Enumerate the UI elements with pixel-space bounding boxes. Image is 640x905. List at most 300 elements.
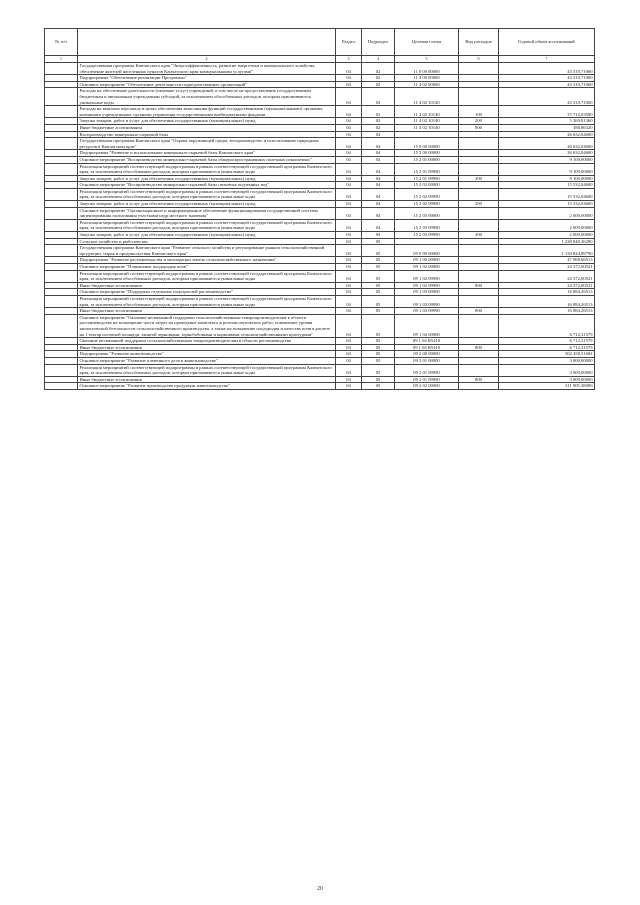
- row-target-article: 15 2 03 09990: [395, 232, 459, 239]
- row-expense-type: 800: [459, 344, 499, 351]
- row-name: Иные бюджетные ассигнования: [78, 376, 336, 383]
- row-annual-amount: 2 000,00000: [499, 232, 595, 239]
- row-razdel: 04: [336, 106, 362, 118]
- row-name: Расходы на обеспечение деятельности (оказание услуг) учреждений, в том числе на предоставление государственным бюджетным и автономным учреждениям субсидий, за исключением обособленных расходов, которым присваиваются уникальные коды: [78, 88, 336, 106]
- row-target-article: 09 0 00 00000: [395, 245, 459, 257]
- table-row: [45, 282, 595, 289]
- row-name: Закупка товаров, работ и услуг для обеспечения государственных (муниципальных) нужд: [78, 232, 336, 239]
- row-name: Основное мероприятие "Оказание несвязанной поддержки сельскохозяйственным товаропроизводителям в области растениеводства на возмещение части затрат на проведение комплекса агротехнологических работ, повышение уровня экологической безопасности сельскохозяйственного производства, а также на повышение плодородия и качества почв в расчете на 1 гектар посевной площади, занятой зерновыми, зернобобовыми и кормовыми сельскохозяйственными культурами": [78, 314, 336, 337]
- row-annual-amount: 37 712,03580: [499, 106, 595, 118]
- row-target-article: 11 4 02 10140: [395, 118, 459, 125]
- table-row: [45, 81, 595, 88]
- row-expense-type: [459, 357, 499, 364]
- row-name: Сельское хозяйство и рыболовство: [78, 238, 336, 245]
- row-podrazdel: 04: [362, 219, 395, 231]
- row-razdel: 04: [336, 295, 362, 307]
- row-name: Воспроизводство минерально-сырьевой базы: [78, 131, 336, 138]
- row-podrazdel: 04: [362, 175, 395, 182]
- row-razdel: 04: [336, 118, 362, 125]
- row-annual-amount: 24 372,00521: [499, 264, 595, 271]
- row-annual-amount: 6 712,31579: [499, 344, 595, 351]
- row-annual-amount: 502 458,51684: [499, 351, 595, 358]
- row-razdel: 04: [336, 270, 362, 282]
- row-target-article: 15 2 03 00000: [395, 207, 459, 219]
- row-number: [45, 383, 78, 390]
- column-number: 5: [395, 56, 459, 63]
- row-target-article: [395, 131, 459, 138]
- header-annual-amount: Годовой объем ассигнований: [499, 29, 595, 56]
- row-number: [45, 175, 78, 182]
- row-podrazdel: 02: [362, 75, 395, 82]
- row-razdel: 04: [336, 175, 362, 182]
- row-podrazdel: 02: [362, 118, 395, 125]
- row-annual-amount: 6 712,31579: [499, 338, 595, 345]
- row-number: [45, 201, 78, 208]
- table-row: [45, 364, 595, 376]
- row-expense-type: [459, 364, 499, 376]
- row-annual-amount: 311 905,38000: [499, 383, 595, 390]
- row-razdel: 04: [336, 364, 362, 376]
- row-target-article: 15 2 01 09990: [395, 163, 459, 175]
- table-row: [45, 88, 595, 106]
- row-target-article: 09 1 02 09990: [395, 270, 459, 282]
- row-razdel: 04: [336, 383, 362, 390]
- table-row: [45, 238, 595, 245]
- row-number: [45, 81, 78, 88]
- table-row: [45, 207, 595, 219]
- row-number: [45, 138, 78, 150]
- row-number: [45, 314, 78, 337]
- row-podrazdel: 04: [362, 131, 395, 138]
- row-target-article: 11 4 02 10140: [395, 124, 459, 131]
- row-podrazdel: 05: [362, 289, 395, 296]
- row-target-article: 11 4 02 10140: [395, 88, 459, 106]
- table-row: [45, 270, 595, 282]
- row-annual-amount: 1 228 840,36290: [499, 238, 595, 245]
- row-target-article: 09 1 02 00000: [395, 264, 459, 271]
- column-number: 3: [336, 56, 362, 63]
- table-row: [45, 219, 595, 231]
- row-razdel: 04: [336, 150, 362, 157]
- row-razdel: 04: [336, 163, 362, 175]
- document-page: [44, 28, 594, 390]
- row-expense-type: [459, 295, 499, 307]
- row-number: [45, 245, 78, 257]
- row-podrazdel: 05: [362, 351, 395, 358]
- row-podrazdel: 05: [362, 314, 395, 337]
- table-row: [45, 351, 595, 358]
- row-razdel: 04: [336, 282, 362, 289]
- row-number: [45, 257, 78, 264]
- column-number: 1: [45, 56, 78, 63]
- header-name: [78, 29, 336, 56]
- row-number: [45, 357, 78, 364]
- row-number: [45, 238, 78, 245]
- row-target-article: 15 2 02 00000: [395, 182, 459, 189]
- row-number: [45, 124, 78, 131]
- row-expense-type: [459, 245, 499, 257]
- row-name: Государственная программа Камчатского края "Охрана окружающей среды, воспроизводство и использование природных ресурсов в Камчатском крае": [78, 138, 336, 150]
- table-row: [45, 106, 595, 118]
- row-razdel: 04: [336, 289, 362, 296]
- row-name: Подпрограмма "Обеспечение реализации Программы": [78, 75, 336, 82]
- row-target-article: 09 1 03 09990: [395, 295, 459, 307]
- column-number: 2: [78, 56, 336, 63]
- row-razdel: 04: [336, 81, 362, 88]
- row-annual-amount: 26 632,04600: [499, 131, 595, 138]
- row-podrazdel: 05: [362, 344, 395, 351]
- row-target-article: 09 1 00 00000: [395, 257, 459, 264]
- table-row: [45, 75, 595, 82]
- row-razdel: 04: [336, 156, 362, 163]
- row-expense-type: [459, 188, 499, 200]
- row-name: Иные бюджетные ассигнования: [78, 308, 336, 315]
- row-podrazdel: 04: [362, 232, 395, 239]
- row-name: Основное мероприятие "Обеспечение деятельности подведомственных организаций": [78, 81, 336, 88]
- budget-table: [44, 28, 595, 390]
- row-target-article: [395, 238, 459, 245]
- row-annual-amount: 43 310,71060: [499, 63, 595, 75]
- row-number: [45, 188, 78, 200]
- row-expense-type: 200: [459, 232, 499, 239]
- row-podrazdel: 04: [362, 182, 395, 189]
- table-row: [45, 131, 595, 138]
- row-annual-amount: 9 100,00000: [499, 175, 595, 182]
- row-podrazdel: 04: [362, 156, 395, 163]
- row-name: Основное мероприятие "Повышение плодородия почв": [78, 264, 336, 271]
- row-annual-amount: 47 968,66513: [499, 257, 595, 264]
- row-razdel: 04: [336, 232, 362, 239]
- column-number-row: [45, 56, 595, 63]
- row-number: [45, 182, 78, 189]
- row-name: Подпрограмма "Развитие и использование минерально-сырьевой базы Камчатского края": [78, 150, 336, 157]
- table-row: [45, 138, 595, 150]
- row-podrazdel: 05: [362, 270, 395, 282]
- column-number: 7: [499, 56, 595, 63]
- row-number: [45, 282, 78, 289]
- row-target-article: 09 2 01 09990: [395, 364, 459, 376]
- row-razdel: 04: [336, 75, 362, 82]
- row-razdel: 04: [336, 88, 362, 106]
- row-annual-amount: 43 310,71060: [499, 75, 595, 82]
- row-name: Государственная программа Камчатского края "Энергоэффективность, развитие энергетики и коммунального хозяйства, обеспечение жителей населенных пунктов Камчатского края коммунальными услугами": [78, 63, 336, 75]
- row-number: [45, 156, 78, 163]
- table-row: [45, 188, 595, 200]
- row-annual-amount: 6 712,31579: [499, 314, 595, 337]
- row-annual-amount: 2 000,00000: [499, 207, 595, 219]
- page-number: 20: [317, 886, 323, 892]
- table-row: [45, 118, 595, 125]
- row-target-article: 11 4 00 00000: [395, 75, 459, 82]
- row-razdel: 04: [336, 207, 362, 219]
- row-target-article: 09 2 01 00000: [395, 357, 459, 364]
- row-annual-amount: 1 150 844,89790: [499, 245, 595, 257]
- row-name: Реализация мероприятий соответствующей подпрограммы в рамках соответствующей государственной программы Камчатского края, за исключением обособленных расходов, которым присваиваются уникальные коды: [78, 163, 336, 175]
- row-name: Реализация мероприятий соответствующей подпрограммы в рамках соответствующей государственной программы Камчатского края, за исключением обособленных расходов, которым присваиваются уникальные коды: [78, 364, 336, 376]
- row-name: Реализация мероприятий соответствующей подпрограммы в рамках соответствующей государственной программы Камчатского края, за исключением обособленных расходов, которым присваиваются уникальные коды: [78, 188, 336, 200]
- row-name: Расходы на выплаты персоналу в целях обеспечения выполнения функций государственными (муниципальными) органами, казенными учреждениями, органами управления государственными внебюджетными фондами: [78, 106, 336, 118]
- row-name: Основное мероприятие "Развитие производства продукции животноводства": [78, 383, 336, 390]
- row-annual-amount: 16 884,26513: [499, 308, 595, 315]
- row-name: Реализация мероприятий соответствующей подпрограммы в рамках соответствующей государственной программы Камчатского края, за исключением обособленных расходов, которым присваиваются уникальные коды: [78, 219, 336, 231]
- row-target-article: 11 4 02 00000: [395, 81, 459, 88]
- row-expense-type: 800: [459, 124, 499, 131]
- header-row: [45, 29, 595, 56]
- row-target-article: 09 1 04 R5410: [395, 338, 459, 345]
- row-expense-type: 200: [459, 175, 499, 182]
- row-target-article: 15 2 01 00000: [395, 156, 459, 163]
- row-podrazdel: 04: [362, 201, 395, 208]
- row-number: [45, 131, 78, 138]
- table-row: [45, 201, 595, 208]
- row-number: [45, 219, 78, 231]
- row-number: [45, 207, 78, 219]
- row-number: [45, 150, 78, 157]
- row-name: Закупка товаров, работ и услуг для обеспечения государственных (муниципальных) нужд: [78, 201, 336, 208]
- row-number: [45, 344, 78, 351]
- table-row: [45, 308, 595, 315]
- row-number: [45, 376, 78, 383]
- row-expense-type: [459, 264, 499, 271]
- row-razdel: 04: [336, 376, 362, 383]
- row-razdel: 04: [336, 351, 362, 358]
- row-podrazdel: 04: [362, 163, 395, 175]
- row-name: Подпрограмма "Развитие растениеводства и мелиорации земель сельскохозяйственного назначения": [78, 257, 336, 264]
- row-name: Основное мероприятие "Организационное и информационное обеспечение функционирования государственной системы лицензирования пользования участками недр местного значения": [78, 207, 336, 219]
- row-name: Иные бюджетные ассигнования: [78, 282, 336, 289]
- table-row: [45, 124, 595, 131]
- row-number: [45, 118, 78, 125]
- row-expense-type: [459, 63, 499, 75]
- row-expense-type: [459, 289, 499, 296]
- row-target-article: 09 1 03 09990: [395, 308, 459, 315]
- table-row: [45, 289, 595, 296]
- row-name: Основное мероприятие "Поддержка отдельных подотраслей растениеводства": [78, 289, 336, 296]
- row-number: [45, 338, 78, 345]
- row-target-article: 15 2 02 09990: [395, 201, 459, 208]
- row-expense-type: 800: [459, 282, 499, 289]
- row-razdel: 04: [336, 357, 362, 364]
- row-number: [45, 163, 78, 175]
- row-podrazdel: 05: [362, 238, 395, 245]
- table-row: [45, 175, 595, 182]
- row-annual-amount: 15 532,04600: [499, 182, 595, 189]
- row-razdel: 04: [336, 264, 362, 271]
- row-number: [45, 264, 78, 271]
- table-row: [45, 344, 595, 351]
- header-podrazdel: Подраздел: [362, 29, 395, 56]
- row-razdel: 04: [336, 338, 362, 345]
- row-annual-amount: 5 369,81360: [499, 118, 595, 125]
- row-target-article: 09 1 04 00000: [395, 314, 459, 337]
- table-row: [45, 163, 595, 175]
- row-razdel: 04: [336, 245, 362, 257]
- row-name: Закупка товаров, работ и услуг для обеспечения государственных (муниципальных) нужд: [78, 175, 336, 182]
- row-name: Основное мероприятие "Воспроизводство минерально-сырьевой базы общераспространенных полезных ископаемых": [78, 156, 336, 163]
- row-expense-type: [459, 163, 499, 175]
- row-razdel: 04: [336, 182, 362, 189]
- row-podrazdel: 05: [362, 282, 395, 289]
- row-expense-type: [459, 75, 499, 82]
- row-number: [45, 364, 78, 376]
- row-razdel: 04: [336, 131, 362, 138]
- row-annual-amount: 9 100,00000: [499, 163, 595, 175]
- row-name: Закупка товаров, работ и услуг для обеспечения государственных (муниципальных) нужд: [78, 118, 336, 125]
- row-number: [45, 88, 78, 106]
- row-target-article: 11 0 00 00000: [395, 63, 459, 75]
- row-target-article: 09 1 02 09990: [395, 282, 459, 289]
- row-target-article: 09 2 02 00000: [395, 383, 459, 390]
- row-expense-type: [459, 207, 499, 219]
- row-razdel: 04: [336, 257, 362, 264]
- table-body: [45, 63, 595, 390]
- row-annual-amount: 3 000,00000: [499, 364, 595, 376]
- header-razdel: Раздел: [336, 29, 362, 56]
- row-podrazdel: 02: [362, 63, 395, 75]
- row-podrazdel: 04: [362, 188, 395, 200]
- row-expense-type: [459, 351, 499, 358]
- row-expense-type: [459, 156, 499, 163]
- row-name: Основное мероприятие "Воспроизводство минерально-сырьевой базы питьевых подземных вод": [78, 182, 336, 189]
- row-podrazdel: 05: [362, 383, 395, 390]
- row-razdel: 04: [336, 314, 362, 337]
- row-expense-type: [459, 81, 499, 88]
- row-name: Иные бюджетные ассигнования: [78, 344, 336, 351]
- row-podrazdel: 05: [362, 338, 395, 345]
- table-row: [45, 257, 595, 264]
- row-annual-amount: 16 884,26513: [499, 289, 595, 296]
- row-razdel: 04: [336, 124, 362, 131]
- row-expense-type: 800: [459, 376, 499, 383]
- row-target-article: 15 0 00 00000: [395, 138, 459, 150]
- row-name: Реализация мероприятий соответствующей подпрограммы в рамках соответствующей государственной программы Камчатского края, за исключением обособленных расходов, которым присваиваются уникальные коды: [78, 295, 336, 307]
- row-annual-amount: 24 372,00521: [499, 270, 595, 282]
- row-expense-type: 100: [459, 106, 499, 118]
- row-razdel: 04: [336, 201, 362, 208]
- row-podrazdel: 02: [362, 106, 395, 118]
- row-name: Иные бюджетные ассигнования: [78, 124, 336, 131]
- row-number: [45, 295, 78, 307]
- row-annual-amount: 43 310,71060: [499, 81, 595, 88]
- row-annual-amount: 188,86320: [499, 124, 595, 131]
- row-name: Основное мероприятие "Развитие племенного дела в животноводстве": [78, 357, 336, 364]
- row-target-article: 15 2 00 00000: [395, 150, 459, 157]
- row-expense-type: [459, 150, 499, 157]
- row-number: [45, 289, 78, 296]
- row-annual-amount: 15 532,04600: [499, 201, 595, 208]
- row-podrazdel: 05: [362, 376, 395, 383]
- row-annual-amount: 2 000,00000: [499, 219, 595, 231]
- row-target-article: 15 2 03 09990: [395, 219, 459, 231]
- row-razdel: 04: [336, 308, 362, 315]
- table-row: [45, 295, 595, 307]
- row-expense-type: 200: [459, 201, 499, 208]
- row-target-article: 09 2 01 09990: [395, 376, 459, 383]
- row-name: Подпрограмма "Развитие животноводства": [78, 351, 336, 358]
- row-podrazdel: 04: [362, 207, 395, 219]
- row-name: Реализация мероприятий соответствующей подпрограммы в рамках соответствующей государственной программы Камчатского края, за исключением обособленных расходов, которым присваиваются уникальные коды: [78, 270, 336, 282]
- row-target-article: 15 2 02 09990: [395, 188, 459, 200]
- row-podrazdel: 05: [362, 364, 395, 376]
- row-razdel: 04: [336, 344, 362, 351]
- table-row: [45, 150, 595, 157]
- header-target-article: Целевая статья: [395, 29, 459, 56]
- row-expense-type: [459, 257, 499, 264]
- row-razdel: 04: [336, 238, 362, 245]
- row-razdel: 04: [336, 63, 362, 75]
- table-row: [45, 357, 595, 364]
- row-name: Оказание несвязанной поддержки сельскохозяйственным товаропроизводителям в области растениеводства: [78, 338, 336, 345]
- row-expense-type: [459, 219, 499, 231]
- row-annual-amount: 26 632,04600: [499, 138, 595, 150]
- row-podrazdel: 05: [362, 357, 395, 364]
- row-podrazdel: 04: [362, 138, 395, 150]
- row-number: [45, 106, 78, 118]
- row-podrazdel: 05: [362, 308, 395, 315]
- row-podrazdel: 05: [362, 257, 395, 264]
- row-number: [45, 232, 78, 239]
- row-target-article: 09 1 04 R5410: [395, 344, 459, 351]
- row-target-article: 09 1 03 00000: [395, 289, 459, 296]
- row-podrazdel: 02: [362, 88, 395, 106]
- table-row: [45, 232, 595, 239]
- row-target-article: 11 4 02 10140: [395, 106, 459, 118]
- row-annual-amount: 24 372,00521: [499, 282, 595, 289]
- row-annual-amount: 3 000,00000: [499, 376, 595, 383]
- row-expense-type: 800: [459, 308, 499, 315]
- header-num: № п/п: [45, 29, 78, 56]
- table-row: [45, 156, 595, 163]
- row-podrazdel: 02: [362, 124, 395, 131]
- row-number: [45, 308, 78, 315]
- row-annual-amount: 9 100,00000: [499, 156, 595, 163]
- row-annual-amount: 43 310,71060: [499, 88, 595, 106]
- row-podrazdel: 05: [362, 264, 395, 271]
- row-podrazdel: 02: [362, 81, 395, 88]
- row-podrazdel: 05: [362, 245, 395, 257]
- table-row: [45, 63, 595, 75]
- row-expense-type: [459, 138, 499, 150]
- row-expense-type: [459, 338, 499, 345]
- row-expense-type: [459, 238, 499, 245]
- table-row: [45, 338, 595, 345]
- table-row: [45, 245, 595, 257]
- row-podrazdel: 04: [362, 150, 395, 157]
- row-razdel: 04: [336, 188, 362, 200]
- row-expense-type: [459, 314, 499, 337]
- row-podrazdel: 05: [362, 295, 395, 307]
- row-razdel: 04: [336, 138, 362, 150]
- column-number: 6: [459, 56, 499, 63]
- table-row: [45, 376, 595, 383]
- table-row: [45, 182, 595, 189]
- row-expense-type: 200: [459, 118, 499, 125]
- column-number: 4: [362, 56, 395, 63]
- row-annual-amount: 26 632,04600: [499, 150, 595, 157]
- row-name: Государственная программа Камчатского края "Развитие сельского хозяйства и регулирование рынков сельскохозяйственной продукции, сырья и продовольствия Камчатского края": [78, 245, 336, 257]
- row-target-article: 09 2 00 00000: [395, 351, 459, 358]
- row-number: [45, 75, 78, 82]
- row-annual-amount: 16 884,26513: [499, 295, 595, 307]
- row-expense-type: [459, 88, 499, 106]
- row-number: [45, 63, 78, 75]
- table-row: [45, 383, 595, 390]
- row-expense-type: [459, 131, 499, 138]
- row-number: [45, 351, 78, 358]
- row-target-article: 15 2 01 09990: [395, 175, 459, 182]
- row-number: [45, 270, 78, 282]
- row-razdel: 04: [336, 219, 362, 231]
